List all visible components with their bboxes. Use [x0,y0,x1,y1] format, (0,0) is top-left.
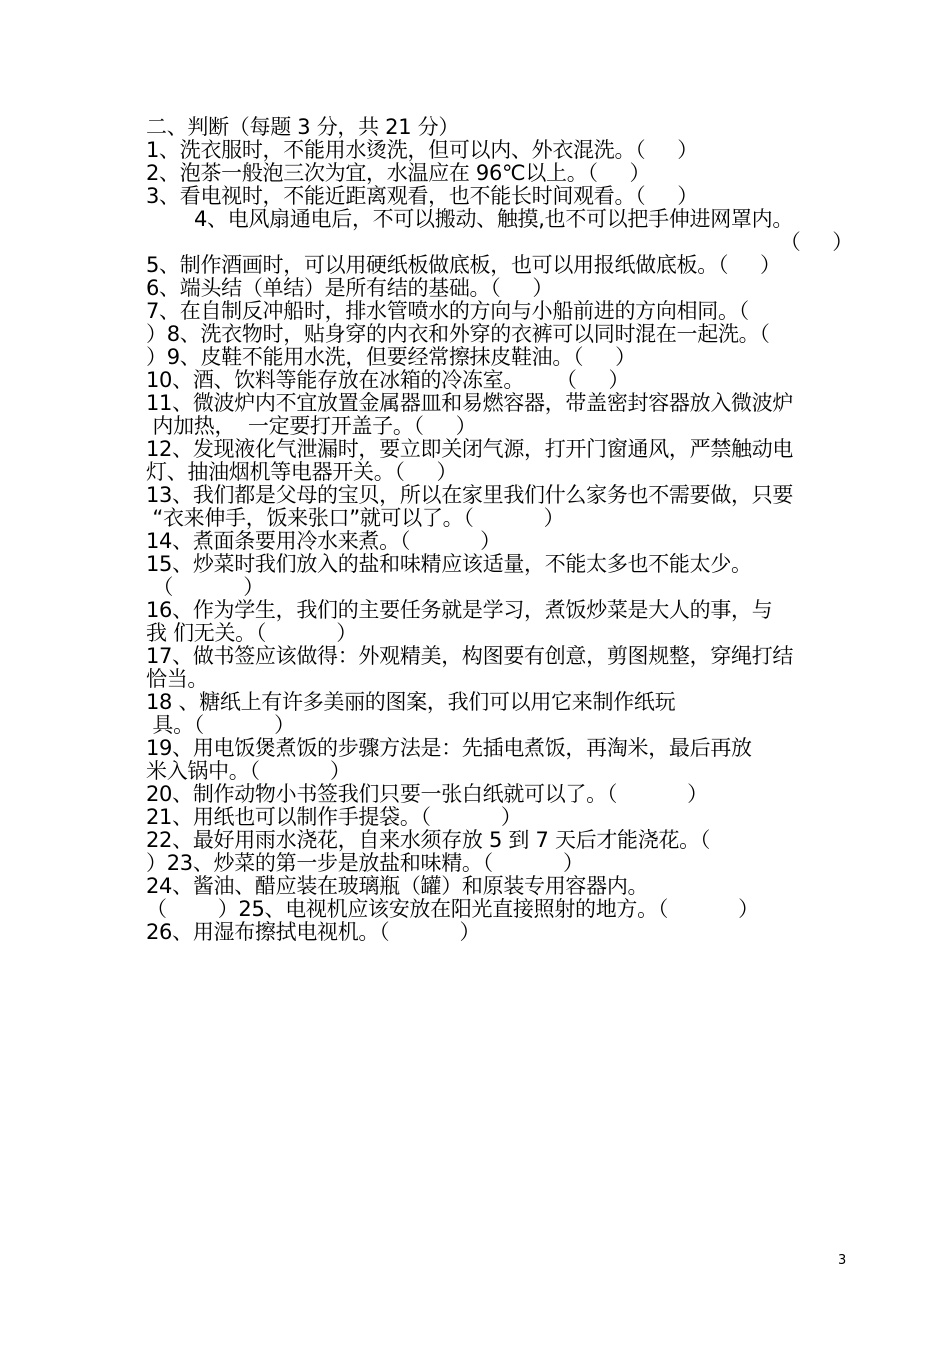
question-line: 13、我们都是父母的宝贝，所以在家里我们什么家务也不需要做，只要 [146,483,794,507]
question-line: 4、电风扇通电后，不可以搬动、触摸,也不可以把手伸进网罩内。 [194,207,794,231]
question-line: 7、在自制反冲船时，排水管喷水的方向与小船前进的方向相同。（ [146,299,749,323]
question-line: 内加热， 一定要打开盖子。（ ） [146,414,477,438]
question-line: 1、洗衣服时，不能用水烫洗，但可以内、外衣混洗。（ ） [146,138,698,162]
question-line: 6、端头结（单结）是所有结的基础。（ ） [146,276,554,300]
question-line: ）8、洗衣物时，贴身穿的内衣和外穿的衣裤可以同时混在一起洗。（ [146,322,770,346]
question-line: 灯、抽油烟机等电器开关。（ ） [146,460,458,484]
page-number: 3 [838,1253,847,1268]
question-line: 21、用纸也可以制作手提袋。（ ） [146,805,522,829]
question-line: 11、微波炉内不宜放置金属器皿和易燃容器，带盖密封容器放入微波炉 [146,391,794,415]
question-line: 我 们无关。（ ） [146,621,357,645]
question-line: 具。（ ） [146,713,295,737]
section-title: 二、判断（每题 3 分，共 21 分） [146,115,460,139]
question-line: 10、酒、饮料等能存放在冰箱的冷冻室。 （ ） [146,368,630,392]
question-line: 14、煮面条要用冷水来煮。（ ） [146,529,501,553]
question-line: 12、发现液化气泄漏时，要立即关闭气源，打开门窗通风，严禁触动电 [146,437,794,461]
question-line: 24、酱油、醋应装在玻璃瓶（罐）和原装专用容器内。 [146,874,649,898]
question-line: （ ）25、电视机应该安放在阳光直接照射的地方。（ ） [146,897,759,921]
question-line: （ ） [146,575,264,599]
question-line: “衣来伸手，饭来张口”就可以了。（ ） [146,506,565,530]
question-line: 恰当。 [146,667,209,691]
question-line: 18 、糖纸上有许多美丽的图案，我们可以用它来制作纸玩 [146,690,676,714]
question-line: 16、作为学生，我们的主要任务就是学习，煮饭炒菜是大人的事，与 [146,598,773,622]
question-line: 17、做书签应该做得：外观精美，构图要有创意，剪图规整，穿绳打结 [146,644,794,668]
question-line: 15、炒菜时我们放入的盐和味精应该适量，不能太多也不能太少。 [146,552,752,576]
question-line: ）23、炒菜的第一步是放盐和味精。（ ） [146,851,584,875]
question-line: （ ） [779,230,853,254]
question-block [146,116,861,944]
question-line: 26、用湿布擦拭电视机。（ ） [146,920,481,944]
question-line: 19、用电饭煲煮饭的步骤方法是：先插电煮饭，再淘米，最后再放 [146,736,752,760]
question-line: 5、制作酒画时，可以用硬纸板做底板，也可以用报纸做底板。（ ） [146,253,781,277]
question-line: 米入锅中。（ ） [146,759,351,783]
question-line: 3、看电视时，不能近距离观看，也不能长时间观看。（ ） [146,184,698,208]
question-line: ）9、皮鞋不能用水洗，但要经常擦抹皮鞋油。（ ） [146,345,636,369]
question-line: 22、最好用雨水浇花，自来水须存放 5 到 7 天后才能浇花。（ [146,828,711,852]
question-line: 2、泡茶一般泡三次为宜，水温应在 96℃以上。（ ） [146,161,651,185]
question-line: 20、制作动物小书签我们只要一张白纸就可以了。（ ） [146,782,708,806]
